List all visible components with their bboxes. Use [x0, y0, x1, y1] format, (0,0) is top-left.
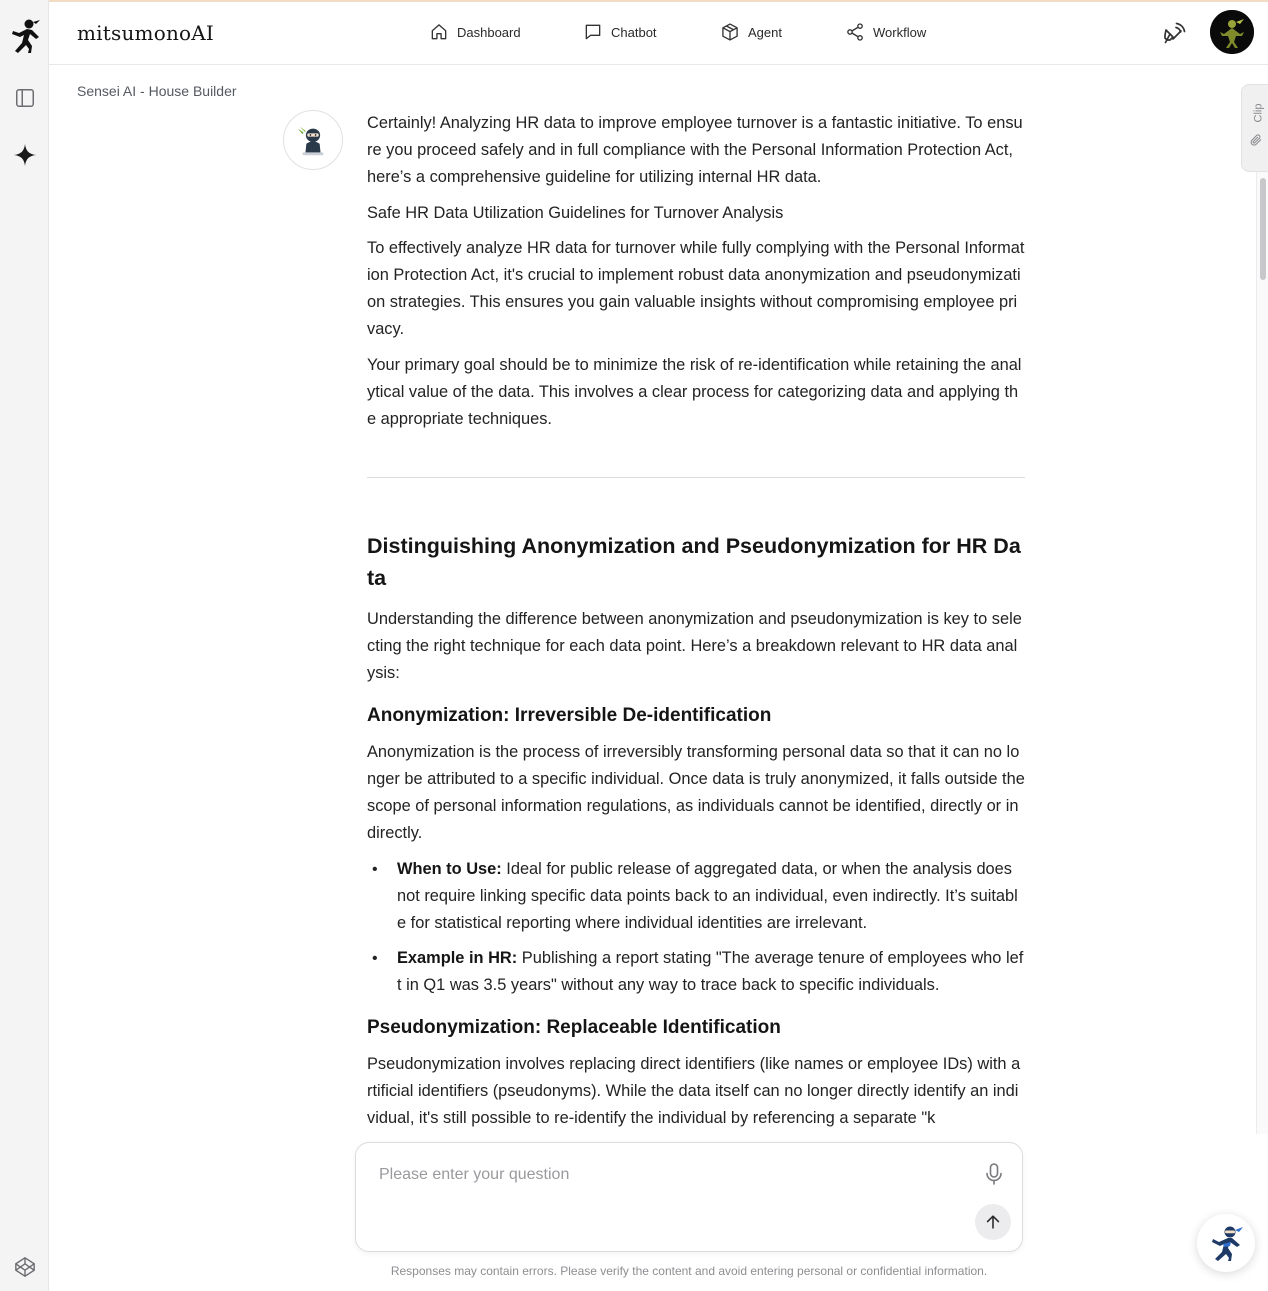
bot-avatar [283, 110, 343, 170]
message-intro: Certainly! Analyzing HR data to improve employee turnover is a fantastic initiative. To ensure you proceed safely and in full compliance with the Personal Information Protection Act, here’s a comprehensive guideline for utilizing internal HR data. [367, 114, 1023, 186]
list-item-label: When to Use: [397, 860, 502, 878]
nav-agent[interactable] [720, 22, 782, 42]
subsection-heading: Anonymization: Irreversible De-identification [367, 705, 772, 726]
ninja-mascot-button[interactable] [1197, 1214, 1255, 1272]
left-rail [0, 0, 49, 1291]
microphone-icon[interactable] [982, 1161, 1006, 1187]
scrollbar-track[interactable] [1256, 172, 1268, 1134]
disclaimer: Responses may contain errors. Please verify the content and avoid entering personal or confidential information. [390, 1264, 988, 1278]
message-paragraph: Your primary goal should be to minimize the risk of re-identification while retaining the analytical value of the data. This involves a clear process for categorizing data and applying the appropriate techniques. [367, 356, 1022, 428]
scrollbar-thumb[interactable] [1260, 178, 1266, 280]
message-paragraph: To effectively analyze HR data for turnover while fully complying with the Personal Information Protection Act, it's crucial to implement robust data anonymization and pseudonymization strategies. This ensures you gain valuable insights without compromising employee privacy. [367, 239, 1025, 338]
ninja-bot-icon [294, 121, 332, 159]
satellite-signal-icon[interactable] [1161, 21, 1187, 47]
home-icon [429, 22, 449, 42]
question-input[interactable] [379, 1163, 959, 1187]
message-paragraph: Understanding the difference between anonymization and pseudonymization is key to selecting the right technique for each data point. Here’s a breakdown relevant to HR data analysis: [367, 610, 1022, 682]
nav-chatbot[interactable] [583, 22, 657, 42]
message-paragraph: Pseudonymization involves replacing direct identifiers (like names or employee IDs) with artificial identifiers (pseudonyms). While the data itself can no longer directly identify an individual, it's still possible to re-identify the individual by referencing a separate "k [367, 1055, 1021, 1127]
clip-tab-label: Clip [1252, 103, 1265, 123]
nav-workflow-label: Workflow [873, 24, 927, 40]
chat-composer [355, 1142, 1023, 1252]
nav-dashboard[interactable] [429, 22, 521, 42]
section-heading: Distinguishing Anonymization and Pseudonymization for HR Data [367, 534, 1021, 590]
top-header [49, 2, 1268, 65]
list-item [367, 945, 1025, 999]
bullet-list [367, 856, 1025, 999]
list-item [367, 856, 1025, 937]
sparkle-icon[interactable] [12, 142, 38, 168]
paperclip-icon [1249, 133, 1263, 147]
ninja-logo-icon[interactable] [9, 18, 41, 54]
nav-agent-label: Agent [748, 24, 782, 40]
divider [367, 477, 1025, 478]
list-item-text: Publishing a report stating "The average tenure of employees who left in Q1 was 3.5 years" without any way to trace back to specific individuals. [397, 949, 1024, 994]
arrow-up-icon [983, 1212, 1003, 1232]
nav-workflow[interactable] [845, 22, 926, 42]
send-button[interactable] [975, 1204, 1011, 1240]
list-item-label: Example in HR: [397, 949, 518, 967]
sidebar-toggle-icon[interactable] [12, 85, 38, 111]
subsection-heading: Pseudonymization: Replaceable Identification [367, 1017, 781, 1038]
share-nodes-icon [845, 22, 865, 42]
nav-dashboard-label: Dashboard [457, 24, 521, 40]
user-avatar[interactable] [1210, 10, 1254, 54]
assistant-message [367, 110, 1025, 1134]
ninja-mascot-icon [1206, 1223, 1246, 1263]
message-paragraph: Anonymization is the process of irreversibly transforming personal data so that it can no longer be attributed to a specific individual. Once data is truly anonymized, it falls outside the scope of personal information regulations, as individuals cannot be identified, directly or indirectly. [367, 743, 1025, 842]
message-subtitle: Safe HR Data Utilization Guidelines for Turnover Analysis [367, 204, 784, 222]
brand-name[interactable]: mitsumonoAI [77, 21, 215, 45]
chat-bubble-icon [583, 22, 603, 42]
package-icon [720, 22, 740, 42]
clip-tab[interactable] [1241, 84, 1268, 172]
list-item-text: Ideal for public release of aggregated data, or when the analysis does not require linking specific data points back to an individual, even indirectly. It’s suitable for statistical reporting where individual identities are irrelevant. [397, 860, 1018, 932]
breadcrumb[interactable]: Sensei AI - House Builder [77, 83, 237, 99]
nav-chatbot-label: Chatbot [611, 24, 657, 40]
